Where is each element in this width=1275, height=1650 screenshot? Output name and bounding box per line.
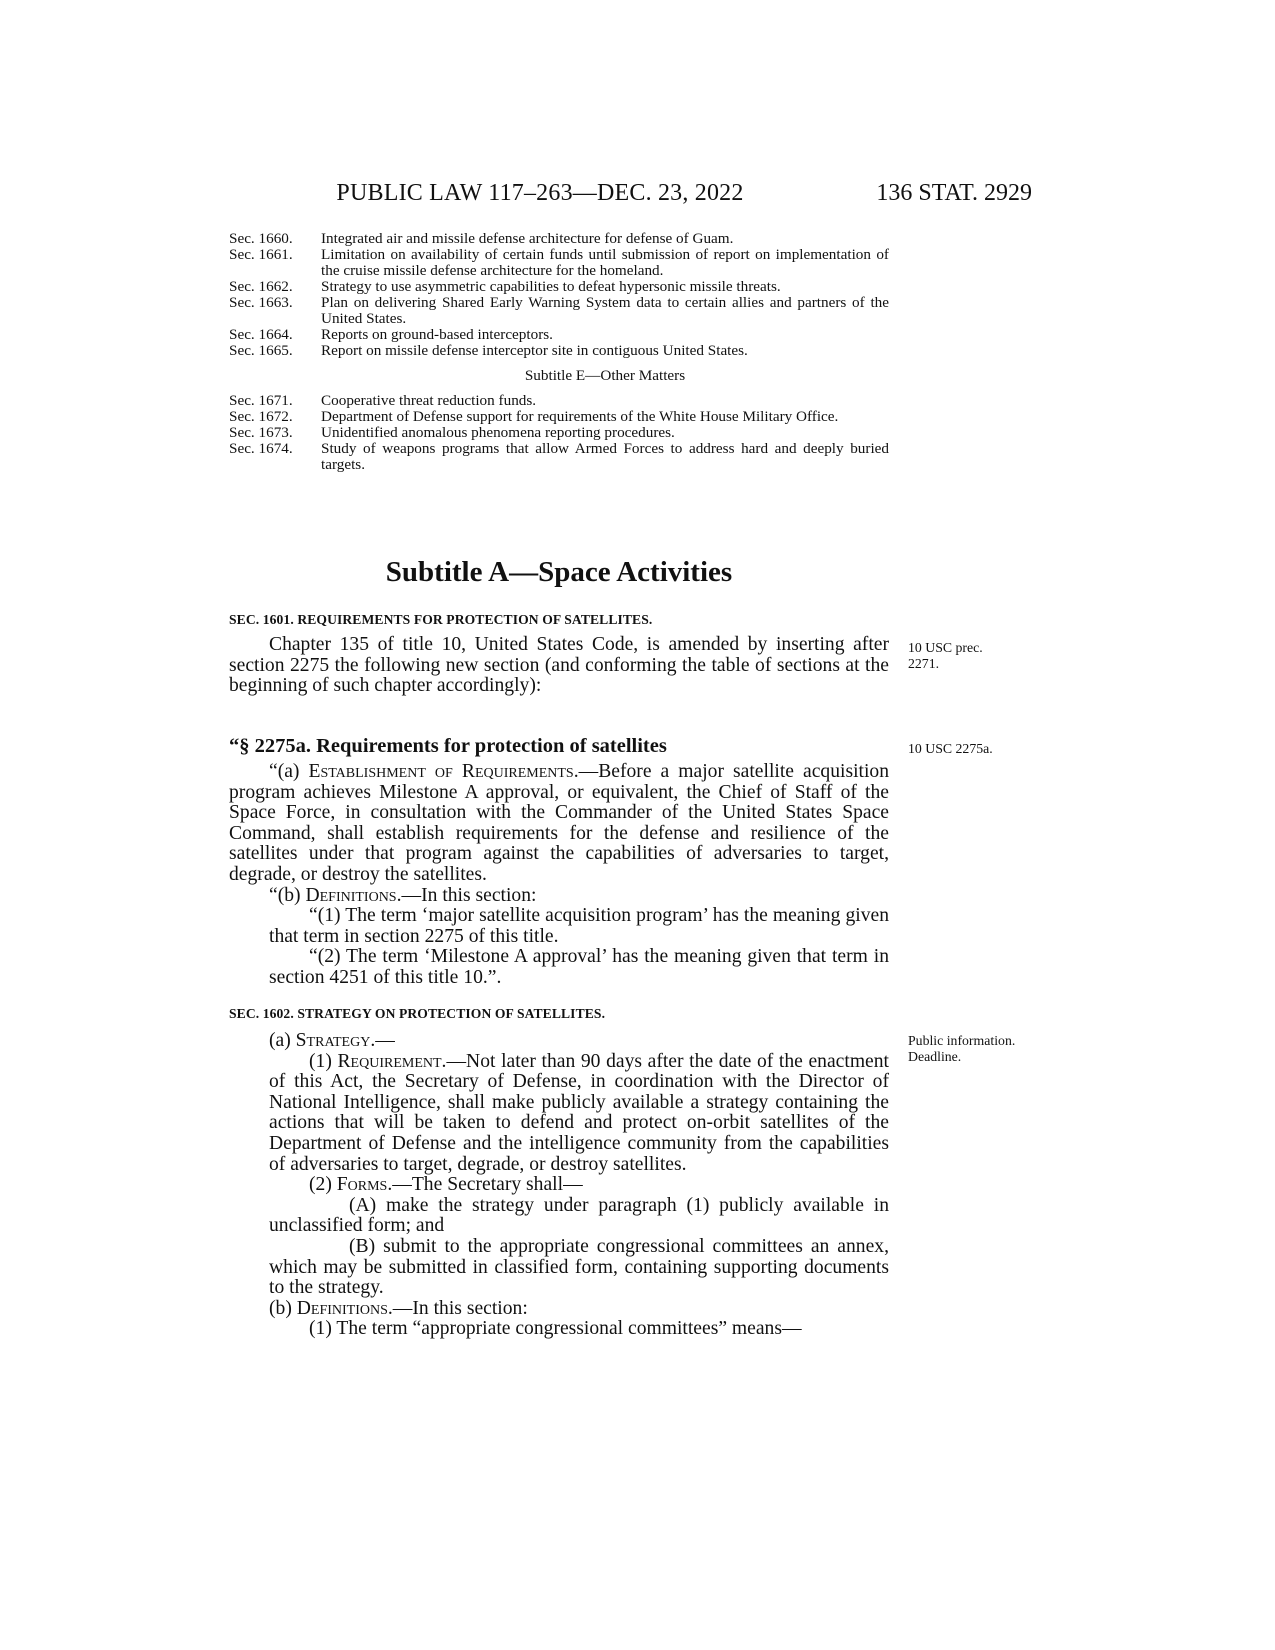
para-b-prefix: “(b) bbox=[269, 884, 306, 906]
toc-item-number: Sec. 1672. bbox=[229, 408, 293, 425]
margin-note-usc-2275a: 10 USC 2275a. bbox=[908, 741, 993, 756]
para-b-definitions bbox=[229, 1299, 889, 1320]
sec-1602-body bbox=[229, 1031, 889, 1340]
para-a2-prefix: (2) bbox=[309, 1174, 337, 1196]
toc-item-text: Plan on delivering Shared Early Warning System data to certain allies and partners of the United States. bbox=[321, 294, 889, 327]
toc-subtitle-e-heading: Subtitle E—Other Matters bbox=[524, 367, 686, 384]
toc-item-number: Sec. 1660. bbox=[229, 230, 293, 247]
toc-item-text: Reports on ground-based interceptors. bbox=[321, 326, 553, 343]
subtitle-a-heading: Subtitle A—Space Activities bbox=[385, 556, 733, 588]
toc-item bbox=[229, 231, 889, 247]
toc-item-text: Study of weapons programs that allow Armed Forces to address hard and deeply buried targets. bbox=[321, 440, 889, 473]
para-a2-caption: Forms. bbox=[336, 1174, 393, 1196]
para-a-establishment bbox=[229, 762, 889, 886]
toc-item-number: Sec. 1663. bbox=[229, 294, 293, 311]
para-b1: (1) The term “appropriate congressional committees” means— bbox=[309, 1318, 802, 1340]
toc-item-number: Sec. 1662. bbox=[229, 278, 293, 295]
para-a-prefix: (a) bbox=[269, 1030, 296, 1051]
para-a2-text: —The Secretary shall— bbox=[392, 1174, 583, 1196]
para-a1-prefix: (1) bbox=[309, 1050, 338, 1072]
toc-item-text: Department of Defense support for requirements of the White House Military Office. bbox=[321, 408, 839, 425]
para-a-caption: Strategy. bbox=[295, 1030, 376, 1051]
para-b2: “(2) The term ‘Milestone A approval’ has the meaning given that term in section 4251 of this title 10.”. bbox=[269, 946, 889, 988]
toc-item-text: Report on missile defense interceptor site in contiguous United States. bbox=[321, 342, 748, 359]
toc-item-number: Sec. 1671. bbox=[229, 392, 293, 409]
para-a2-A: (A) make the strategy under paragraph (1) publicly available in unclassified form; and bbox=[269, 1194, 889, 1237]
toc-item-number: Sec. 1661. bbox=[229, 246, 293, 263]
toc-item-text: Cooperative threat reduction funds. bbox=[321, 392, 537, 409]
para-a-text: — bbox=[375, 1030, 395, 1051]
toc-item bbox=[229, 409, 889, 425]
para-b-definitions bbox=[229, 886, 889, 907]
para-a-strategy bbox=[229, 1031, 889, 1052]
para-b-prefix: (b) bbox=[269, 1297, 297, 1319]
para-b-text: —In this section: bbox=[392, 1297, 528, 1319]
toc-item bbox=[229, 441, 889, 473]
sec-1601-intro-text: Chapter 135 of title 10, United States Code, is amended by inserting after section 2275 the following new section (and conforming the table of sections at the beginning of such chapter accordingly): bbox=[229, 634, 889, 697]
para-a-prefix: “(a) bbox=[269, 761, 309, 782]
margin-note-usc-prec: 10 USC prec. 2271. bbox=[908, 640, 983, 671]
toc-item-number: Sec. 1674. bbox=[229, 440, 293, 457]
section-2275a-heading: “§ 2275a. Requirements for protection of satellites bbox=[229, 735, 667, 757]
para-b-caption: Definitions. bbox=[305, 884, 402, 906]
toc-item-text: Strategy to use asymmetric capabilities to defeat hypersonic missile threats. bbox=[321, 278, 781, 295]
para-a1-caption: Requirement. bbox=[337, 1050, 447, 1072]
margin-note-public-information: Public information. Deadline. bbox=[908, 1033, 1016, 1064]
toc-item bbox=[229, 393, 889, 409]
section-2275a-body bbox=[229, 762, 889, 989]
toc-item bbox=[229, 247, 889, 279]
running-header-title: PUBLIC LAW 117–263—DEC. 23, 2022 bbox=[336, 180, 744, 206]
toc-item-text: Limitation on availability of certain funds until submission of report on implementation of the cruise missile defense architecture for the homeland. bbox=[321, 246, 889, 279]
toc-item-number: Sec. 1673. bbox=[229, 424, 293, 441]
page-stat-number: 136 STAT. 2929 bbox=[876, 180, 1032, 206]
para-b1: “(1) The term ‘major satellite acquisition program’ has the meaning given that term in section 2275 of this title. bbox=[269, 905, 889, 947]
para-b-caption: Definitions. bbox=[296, 1297, 393, 1319]
toc-item bbox=[229, 425, 889, 441]
toc-item bbox=[229, 279, 889, 295]
sec-1601-intro bbox=[229, 635, 889, 697]
toc-item bbox=[229, 343, 889, 359]
para-a1-text: —Not later than 90 days after the date of the enactment of this Act, the Secretary of Defense, in coordination with the Director of National Intelligence, shall make publicly available a strategy containing the actions that will be taken to defend and protect on-orbit satellites of the Department of Defense and the intelligence community from the capabilities of adversaries to target, degrade, or destroy satellites. bbox=[269, 1050, 889, 1175]
toc-item bbox=[229, 295, 889, 327]
toc-item-number: Sec. 1665. bbox=[229, 342, 293, 359]
sec-1601-heading: SEC. 1601. REQUIREMENTS FOR PROTECTION OF SATELLITES. bbox=[229, 612, 653, 627]
toc-subtitle-d-list bbox=[229, 231, 889, 473]
toc-item-number: Sec. 1664. bbox=[229, 326, 293, 343]
para-a1-requirement bbox=[229, 1052, 889, 1176]
para-a-caption: Establishment of Requirements. bbox=[308, 761, 579, 782]
para-a-text: —Before a major satellite acquisition program achieves Milestone A approval, or equivalent, the Chief of Staff of the Space Force, in consultation with the Commander of the United States Space Command, shall establish requirements for the defense and resilience of the satellites under that program against the capabilities of adversaries to target, degrade, or destroy the satellites. bbox=[229, 761, 889, 885]
para-a2-forms bbox=[229, 1175, 889, 1196]
sec-1602-heading: SEC. 1602. STRATEGY ON PROTECTION OF SATELLITES. bbox=[229, 1006, 606, 1021]
toc-item-text: Unidentified anomalous phenomena reporting procedures. bbox=[321, 424, 675, 441]
toc-item-text: Integrated air and missile defense architecture for defense of Guam. bbox=[321, 230, 734, 247]
para-a2-B: (B) submit to the appropriate congressional committees an annex, which may be submitted in classified form, containing supporting documents to the strategy. bbox=[269, 1235, 889, 1299]
para-b-text: —In this section: bbox=[401, 884, 537, 906]
toc-item bbox=[229, 327, 889, 343]
